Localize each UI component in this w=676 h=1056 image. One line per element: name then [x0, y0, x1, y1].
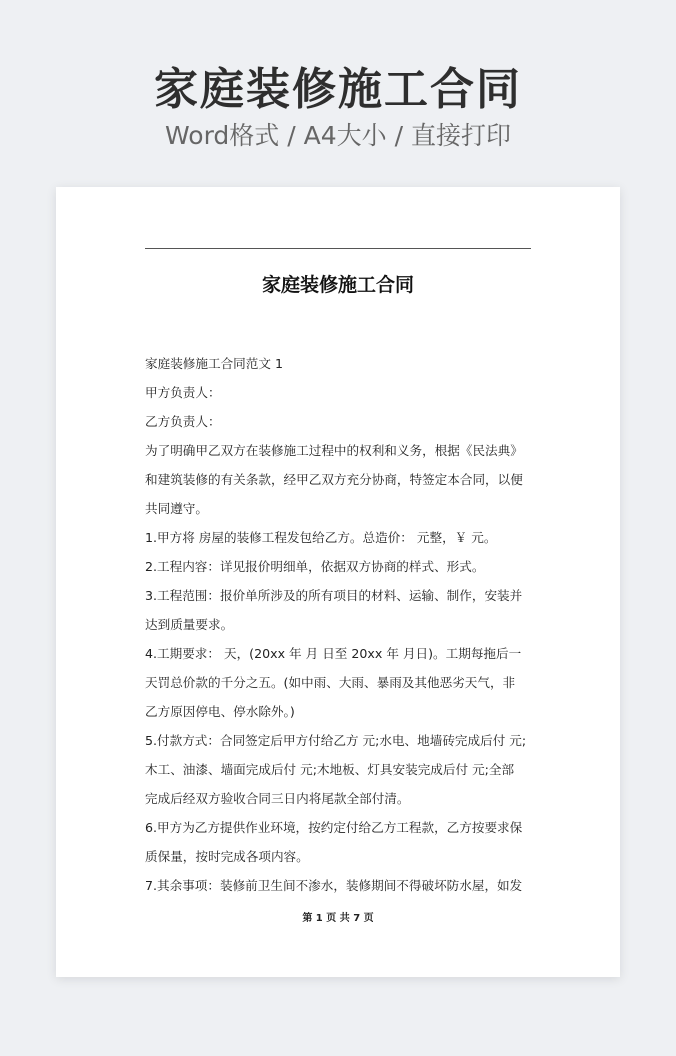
header-rule [145, 248, 531, 249]
body-line: 质保量，按时完成各项内容。 [145, 849, 309, 864]
body-line: 1.甲方将 房屋的装修工程发包给乙方。总造价： 元整，￥ 元。 [145, 530, 497, 545]
body-line: 家庭装修施工合同范文 1 [145, 356, 283, 371]
banner-subtitle: Word格式 / A4大小 / 直接打印 [165, 121, 511, 150]
body-line: 3.工程范围：报价单所涉及的所有项目的材料、运输、制作，安装并 [145, 588, 523, 603]
document-page [56, 187, 620, 977]
banner [0, 0, 676, 180]
body-line: 完成后经双方验收合同三日内将尾款全部付清。 [145, 791, 410, 806]
body-line: 和建筑装修的有关条款，经甲乙双方充分协商，特签定本合同，以便 [145, 472, 523, 487]
body-line: 6.甲方为乙方提供作业环境，按约定付给乙方工程款，乙方按要求保 [145, 820, 523, 835]
body-line: 5.付款方式：合同签定后甲方付给乙方 元;水电、地墙砖完成后付 元; [145, 733, 527, 748]
body-line: 乙方原因停电、停水除外。) [145, 704, 295, 719]
body-line: 为了明确甲乙双方在装修施工过程中的权利和义务，根据《民法典》 [145, 443, 523, 458]
body-line: 乙方负责人： [145, 414, 221, 429]
body-line: 7.其余事项：装修前卫生间不渗水，装修期间不得破坏防水屋，如发 [145, 878, 523, 893]
document-body [145, 349, 540, 900]
banner-title: 家庭装修施工合同 [154, 64, 522, 115]
body-line: 甲方负责人： [145, 385, 221, 400]
body-line: 4.工期要求： 天，(20xx 年 月 日至 20xx 年 月日)。工期每拖后一 [145, 646, 522, 661]
body-line: 木工、油漆、墙面完成后付 元;木地板、灯具安装完成后付 元;全部 [145, 762, 515, 777]
body-line: 共同遵守。 [145, 501, 208, 516]
body-line: 天罚总价款的千分之五。(如中雨、大雨、暴雨及其他恶劣天气，非 [145, 675, 516, 690]
body-line: 2.工程内容：详见报价明细单，依据双方协商的样式、形式。 [145, 559, 485, 574]
page-footer: 第 1 页 共 7 页 [302, 913, 374, 924]
document-title: 家庭装修施工合同 [261, 274, 414, 296]
body-line: 达到质量要求。 [145, 617, 234, 632]
